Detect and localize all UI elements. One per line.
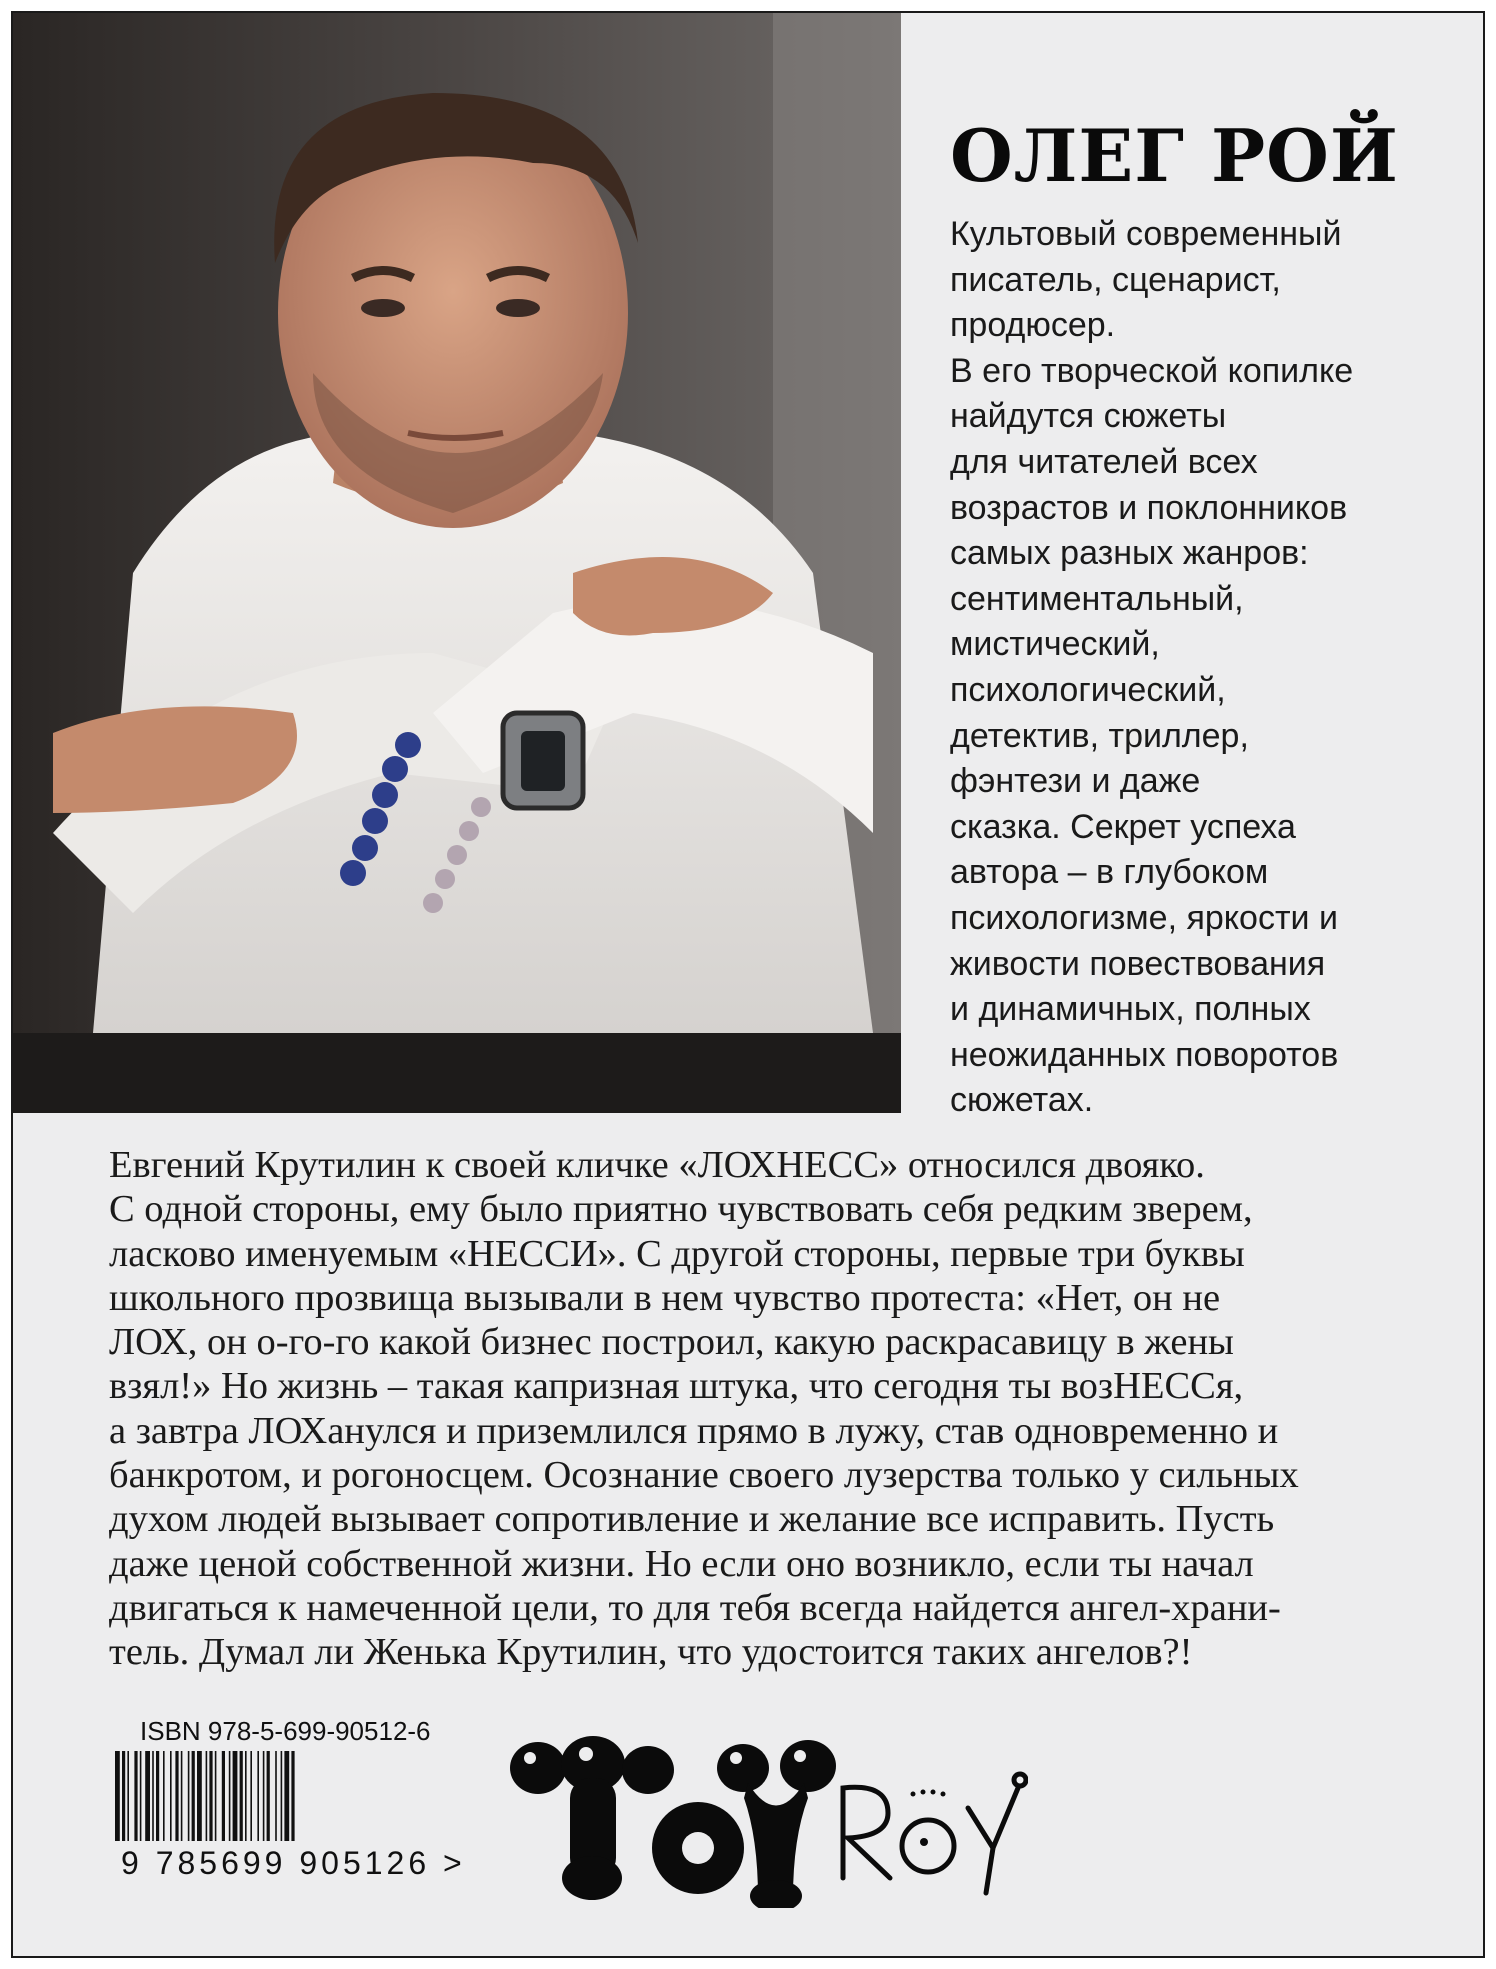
annotation-line: школьного прозвища вызывали в нем чувство протеста: «Нет, он не bbox=[109, 1276, 1221, 1319]
bio-line: неожиданных поворотов bbox=[950, 1035, 1339, 1074]
bio-line: продюсер. bbox=[950, 306, 1116, 345]
bio-line: самых разных жанров: bbox=[950, 534, 1309, 573]
bio-line: найдутся сюжеты bbox=[950, 397, 1227, 436]
bio-line: фэнтези и даже bbox=[950, 762, 1201, 801]
book-annotation bbox=[109, 1143, 1429, 1675]
author-bio bbox=[950, 212, 1470, 1124]
bio-line: психологизме, яркости и bbox=[950, 898, 1338, 937]
annotation-line: тель. Думал ли Женька Крутилин, что удостоится таких ангелов?! bbox=[109, 1631, 1193, 1674]
annotation-line: ЛОХ, он о-го-го какой бизнес построил, какую раскрасавицу в жены bbox=[109, 1321, 1234, 1364]
bio-line: психологический, bbox=[950, 670, 1226, 709]
author-name: ОЛЕГ РОЙ bbox=[950, 113, 1399, 198]
bio-line: Культовый современный bbox=[950, 215, 1342, 253]
annotation-line: ласково именуемым «НЕССИ». С другой стороны, первые три буквы bbox=[109, 1232, 1245, 1275]
bio-line: детектив, триллер, bbox=[950, 716, 1249, 755]
publisher-logo bbox=[508, 1728, 1028, 1908]
bio-line: и динамичных, полных bbox=[950, 990, 1311, 1029]
bio-line: сюжетах. bbox=[950, 1081, 1094, 1120]
bio-line: возрастов и поклонников bbox=[950, 488, 1348, 527]
book-back-cover bbox=[11, 11, 1485, 1958]
annotation-line: взял!» Но жизнь – такая капризная штука, что сегодня ты возНЕССя, bbox=[109, 1365, 1244, 1408]
annotation-line: духом людей вызывает сопротивление и желание все исправить. Пусть bbox=[109, 1498, 1275, 1541]
isbn-label: ISBN 978-5-699-90512-6 bbox=[140, 1716, 431, 1746]
annotation-line: а завтра ЛОХанулся и приземлился прямо в лужу, став одновременно и bbox=[109, 1409, 1279, 1452]
bio-line: живости повествования bbox=[950, 944, 1326, 983]
annotation-line: банкротом, и рогоносцем. Осознание своего лузерства только у сильных bbox=[109, 1454, 1299, 1497]
bio-line: автора – в глубоком bbox=[950, 853, 1269, 892]
bio-line: сентиментальный, bbox=[950, 579, 1244, 618]
bio-line: для читателей всех bbox=[950, 442, 1258, 481]
bio-line: сказка. Секрет успеха bbox=[950, 807, 1296, 846]
annotation-line: даже ценой собственной жизни. Но если оно возникло, если ты начал bbox=[109, 1542, 1254, 1585]
author-photo bbox=[13, 13, 901, 1113]
barcode-digits: 9 785699 905126 > bbox=[121, 1845, 466, 1881]
annotation-line: Евгений Крутилин к своей кличке «ЛОХНЕСС» относился двояко. bbox=[109, 1144, 1205, 1186]
bio-line: писатель, сценарист, bbox=[950, 260, 1281, 299]
annotation-line: двигаться к намеченной цели, то для тебя всегда найдется ангел-храни- bbox=[109, 1586, 1281, 1629]
bio-line: мистический, bbox=[950, 625, 1160, 664]
bio-line: В его творческой копилке bbox=[950, 351, 1354, 390]
barcode-icon bbox=[113, 1751, 473, 1841]
annotation-line: С одной стороны, ему было приятно чувствовать себя редким зверем, bbox=[109, 1188, 1253, 1231]
